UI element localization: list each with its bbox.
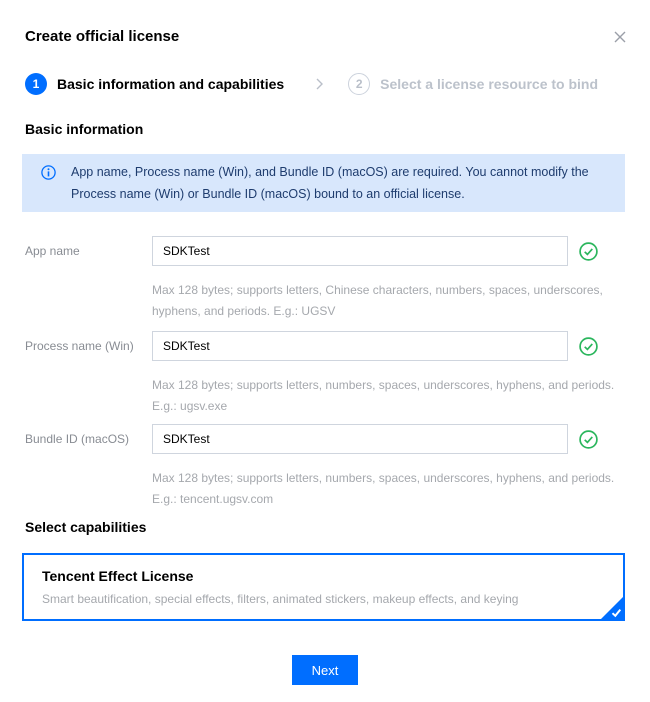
step-1-label: Basic information and capabilities: [57, 76, 285, 92]
app-name-input[interactable]: [152, 236, 568, 266]
step-2-label: Select a license resource to bind: [380, 76, 599, 92]
app-name-label: App name: [25, 244, 80, 258]
step-indicator: [25, 73, 650, 95]
info-banner-text: [71, 161, 589, 205]
dialog-title: Create official license: [25, 28, 180, 45]
app-name-helper-line-1: Max 128 bytes; supports letters, Chinese characters, numbers, spaces, underscores,: [152, 283, 603, 297]
valid-check-icon: [579, 430, 598, 449]
process-name-label: Process name (Win): [25, 339, 134, 353]
next-button[interactable]: Next: [292, 655, 358, 685]
step-1-number: 1: [25, 73, 47, 95]
step-2: [348, 73, 598, 95]
app-name-helper-line-2: hyphens, and periods. E.g.: UGSV: [152, 304, 336, 318]
app-name-row: [25, 236, 650, 266]
bundle-id-helper: [152, 468, 625, 510]
select-capabilities-heading: Select capabilities: [25, 519, 147, 535]
info-banner-line-2: Process name (Win) or Bundle ID (macOS) bound to an official license.: [71, 187, 465, 201]
step-1[interactable]: [25, 73, 284, 95]
close-button[interactable]: [610, 27, 630, 47]
dialog-footer: [0, 655, 650, 685]
dialog-header: [0, 0, 650, 45]
basic-information-heading: Basic information: [25, 121, 144, 137]
selected-corner-check-icon: [601, 597, 623, 619]
chevron-right-icon: [312, 77, 326, 91]
bundle-id-helper-line-2: E.g.: tencent.ugsv.com: [152, 492, 274, 506]
info-icon: [41, 165, 56, 205]
process-name-helper-line-1: Max 128 bytes; supports letters, numbers, spaces, underscores, hyphens, and periods.: [152, 378, 615, 392]
valid-check-icon: [579, 242, 598, 261]
bundle-id-input[interactable]: [152, 424, 568, 454]
app-name-helper: [152, 280, 625, 322]
info-banner-line-1: App name, Process name (Win), and Bundle ID (macOS) are required. You cannot modify the: [71, 165, 589, 179]
capability-card-tencent-effect[interactable]: [22, 553, 625, 621]
capability-card-description: Smart beautification, special effects, filters, animated stickers, makeup effects, and keying: [42, 592, 519, 606]
close-icon: [612, 29, 628, 45]
process-name-helper-line-2: E.g.: ugsv.exe: [152, 399, 228, 413]
step-2-number: 2: [348, 73, 370, 95]
process-name-row: [25, 331, 650, 361]
capability-card-title: Tencent Effect License: [42, 568, 194, 584]
bundle-id-row: [25, 424, 650, 454]
process-name-input[interactable]: [152, 331, 568, 361]
info-banner: [22, 154, 625, 212]
process-name-helper: [152, 375, 625, 417]
bundle-id-helper-line-1: Max 128 bytes; supports letters, numbers, spaces, underscores, hyphens, and periods.: [152, 471, 615, 485]
valid-check-icon: [579, 337, 598, 356]
bundle-id-label: Bundle ID (macOS): [25, 432, 130, 446]
